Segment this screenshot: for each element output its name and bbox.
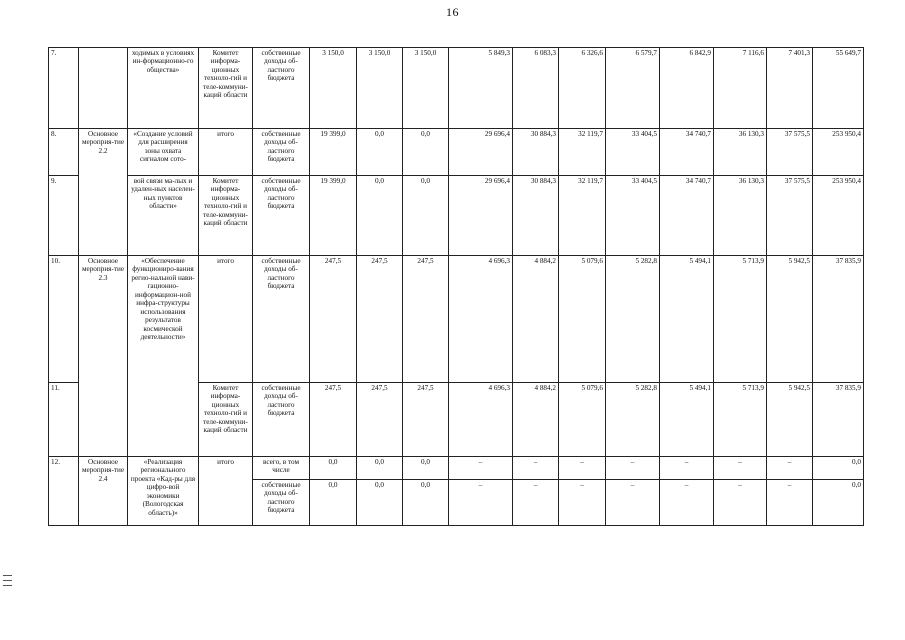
value-cell: 247,5 (310, 383, 357, 457)
value-cell: 0,0 (403, 129, 449, 176)
page-number: 16 (446, 5, 459, 19)
row-number: 9. (49, 176, 79, 256)
value-cell: – (660, 457, 714, 480)
value-cell: 6 326,6 (559, 48, 606, 129)
funding-source-cell: собственные доходы об-ластного бюджета (253, 256, 310, 383)
value-cell: 247,5 (310, 256, 357, 383)
funding-source-cell: собственные доходы об-ластного бюджета (253, 129, 310, 176)
total-cell: 37 835,9 (813, 383, 864, 457)
executor-cell: Комитет информа-ционных техноло-гий и теле-коммуни-каций области (199, 176, 253, 256)
value-cell: 3 150,0 (357, 48, 403, 129)
executor-cell: итого (199, 457, 253, 526)
event-name-cell: «Обеспечение функциониро-вания регио-нальной нави-гационно-информацион-ной инфра-структуры использования результатов космической деятельности» (128, 256, 199, 457)
row-number: 10. (49, 256, 79, 383)
value-cell: 30 884,3 (513, 176, 559, 256)
value-cell: 0,0 (403, 480, 449, 526)
value-cell: 3 150,0 (403, 48, 449, 129)
funding-source-cell: собственные доходы об-ластного бюджета (253, 480, 310, 526)
value-cell: 247,5 (357, 256, 403, 383)
value-cell: – (559, 457, 606, 480)
value-cell: 4 884,2 (513, 383, 559, 457)
table-row (49, 129, 864, 176)
row-number: 7. (49, 48, 79, 129)
value-cell: 36 130,3 (714, 176, 767, 256)
event-name-cell: ходимых в условиях ин-формационно-го общества» (128, 48, 199, 129)
total-cell: 0,0 (813, 480, 864, 526)
value-cell: 34 740,7 (660, 176, 714, 256)
value-cell: 0,0 (357, 480, 403, 526)
value-cell: 0,0 (310, 457, 357, 480)
value-cell: – (513, 480, 559, 526)
value-cell: 29 696,4 (449, 176, 513, 256)
value-cell: 5 942,5 (767, 383, 813, 457)
event-name-cell: вой связи ма-лых и удален-ных населен-ных пунктов области» (128, 176, 199, 256)
value-cell: – (714, 480, 767, 526)
value-cell: 32 119,7 (559, 176, 606, 256)
value-cell: 32 119,7 (559, 129, 606, 176)
value-cell: 0,0 (357, 457, 403, 480)
value-cell: 33 404,5 (606, 129, 660, 176)
event-cell: Основное мероприя-тие 2.2 (79, 129, 128, 256)
value-cell: – (513, 457, 559, 480)
row-number: 8. (49, 129, 79, 176)
value-cell: 7 116,6 (714, 48, 767, 129)
event-cell: Основное мероприя-тие 2.3 (79, 256, 128, 457)
executor-cell: Комитет информа-ционных техноло-гий и теле-коммуни-каций области (199, 383, 253, 457)
value-cell: – (660, 480, 714, 526)
value-cell: 6 083,3 (513, 48, 559, 129)
value-cell: – (767, 457, 813, 480)
value-cell: 0,0 (357, 176, 403, 256)
value-cell: 5 494,1 (660, 383, 714, 457)
total-cell: 37 835,9 (813, 256, 864, 383)
scan-edge-mark (3, 575, 12, 590)
event-name-cell: «Реализация регионального проекта «Кад-ры для цифро-вой экономики (Вологодская область)» (128, 457, 199, 526)
value-cell: – (606, 457, 660, 480)
row-number: 12. (49, 457, 79, 526)
funding-source-cell: собственные доходы об-ластного бюджета (253, 176, 310, 256)
total-cell: 0,0 (813, 457, 864, 480)
executor-cell: итого (199, 256, 253, 383)
value-cell: 0,0 (403, 176, 449, 256)
value-cell: 34 740,7 (660, 129, 714, 176)
value-cell: 19 399,0 (310, 129, 357, 176)
value-cell: – (559, 480, 606, 526)
value-cell: 4 696,3 (449, 256, 513, 383)
table-row (49, 256, 864, 383)
total-cell: 253 950,4 (813, 176, 864, 256)
funding-source-cell: собственные доходы об-ластного бюджета (253, 48, 310, 129)
value-cell: 0,0 (357, 129, 403, 176)
value-cell: 5 849,3 (449, 48, 513, 129)
value-cell: – (449, 480, 513, 526)
value-cell: 19 399,0 (310, 176, 357, 256)
event-cell: Основное мероприя-тие 2.4 (79, 457, 128, 526)
value-cell: 247,5 (403, 256, 449, 383)
funding-source-cell: всего, в том числе (253, 457, 310, 480)
total-cell: 55 649,7 (813, 48, 864, 129)
value-cell: – (606, 480, 660, 526)
total-cell: 253 950,4 (813, 129, 864, 176)
value-cell: 7 401,3 (767, 48, 813, 129)
value-cell: – (449, 457, 513, 480)
budget-table (48, 47, 864, 526)
row-number: 11. (49, 383, 79, 457)
value-cell: 5 079,6 (559, 256, 606, 383)
value-cell: 37 575,5 (767, 129, 813, 176)
value-cell: 37 575,5 (767, 176, 813, 256)
executor-cell: итого (199, 129, 253, 176)
value-cell: 5 079,6 (559, 383, 606, 457)
event-cell (79, 48, 128, 129)
value-cell: 0,0 (403, 457, 449, 480)
table-row (49, 457, 864, 480)
value-cell: 3 150,0 (310, 48, 357, 129)
value-cell: 5 713,9 (714, 256, 767, 383)
value-cell: 247,5 (357, 383, 403, 457)
value-cell: 5 494,1 (660, 256, 714, 383)
funding-source-cell: собственные доходы об-ластного бюджета (253, 383, 310, 457)
value-cell: 6 579,7 (606, 48, 660, 129)
value-cell: 0,0 (310, 480, 357, 526)
table-row (49, 48, 864, 129)
value-cell: 4 696,3 (449, 383, 513, 457)
value-cell: 247,5 (403, 383, 449, 457)
value-cell: 36 130,3 (714, 129, 767, 176)
value-cell: 33 404,5 (606, 176, 660, 256)
value-cell: 5 942,5 (767, 256, 813, 383)
value-cell: 6 842,9 (660, 48, 714, 129)
value-cell: 4 884,2 (513, 256, 559, 383)
table-row (49, 176, 864, 256)
value-cell: 5 282,8 (606, 383, 660, 457)
value-cell: – (714, 457, 767, 480)
value-cell: 5 282,8 (606, 256, 660, 383)
value-cell: 5 713,9 (714, 383, 767, 457)
value-cell: 30 884,3 (513, 129, 559, 176)
event-name-cell: «Создание условий для расширения зоны охвата сигналом сото- (128, 129, 199, 176)
value-cell: – (767, 480, 813, 526)
executor-cell: Комитет информа-ционных техноло-гий и теле-коммуни-каций области (199, 48, 253, 129)
value-cell: 29 696,4 (449, 129, 513, 176)
